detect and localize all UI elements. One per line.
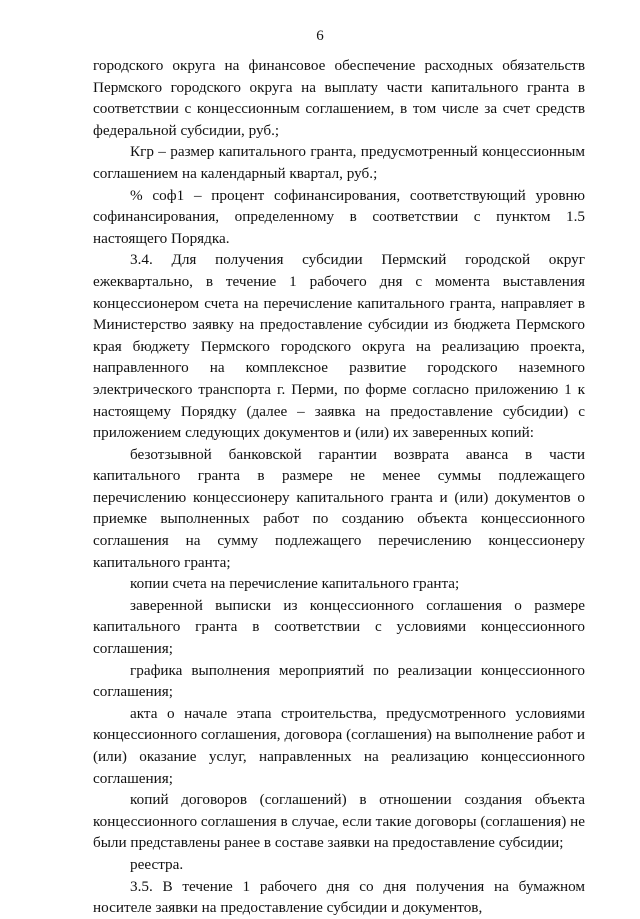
paragraph-6: копии счета на перечисление капитального гранта;	[130, 575, 460, 593]
paragraph-1: городского округа на финансовое обеспечение расходных обязательств Пермского городского округа на выплату части капитального гранта в соответствии с концессионным соглашением, в том числе за счет средств федеральной субсидии, руб.;	[93, 57, 585, 139]
paragraph-12: 3.5. В течение 1 рабочего дня со дня получения на бумажном носителе заявки на предоставление субсидии и документов,	[93, 877, 585, 917]
paragraph-2: Кгр – размер капитального гранта, предусмотренный концессионным соглашением на календарный квартал, руб.;	[93, 143, 585, 182]
paragraph-5: безотзывной банковской гарантии возврата аванса в части капитального гранта в размере не менее суммы подлежащего перечислению концессионеру капитального гранта и (или) документов о приемке выполненных работ по созданию объекта концессионного соглашения на сумму подлежащего перечислению концессионеру капитального гранта;	[93, 445, 585, 571]
paragraph-9: акта о начале этапа строительства, предусмотренного условиями концессионного соглашения, договора (соглашения) на выполнение работ и (или) оказание услуг, направленных на реализацию концессионного соглашения;	[93, 704, 585, 787]
paragraph-7: заверенной выписки из концессионного соглашения о размере капитального гранта в соответствии с условиями концессионного соглашения;	[93, 596, 585, 658]
paragraph-8: графика выполнения мероприятий по реализации концессионного соглашения;	[93, 661, 585, 701]
paragraph-10: копий договоров (соглашений) в отношении создания объекта концессионного соглашения в случае, если такие договоры (соглашения) не были представлены ранее в составе заявки на предоставление субсидии;	[93, 791, 585, 852]
paragraph-3: % соф1 – процент софинансирования, соответствующий уровню софинансирования, определенному в соответствии с пунктом 1.5 настоящего Порядка.	[93, 186, 585, 247]
document-body	[93, 55, 585, 919]
page-number: 6	[316, 28, 324, 44]
paragraph-11: реестра.	[130, 855, 184, 873]
paragraph-4: 3.4. Для получения субсидии Пермский городской округ ежеквартально, в течение 1 рабочего дня с момента выставления концессионером счета на перечисление капитального гранта, направляет в Министерство заявку на предоставление субсидии из бюджета Пермского края бюджету Пермского городского округа на реализацию проекта, направленного на комплексное развитие городского наземного электрического транспорта г. Перми, по форме согласно приложению 1 к настоящему Порядку (далее – заявка на предоставление субсидии) с приложением следующих документов и (или) их заверенных копий:	[93, 251, 585, 442]
